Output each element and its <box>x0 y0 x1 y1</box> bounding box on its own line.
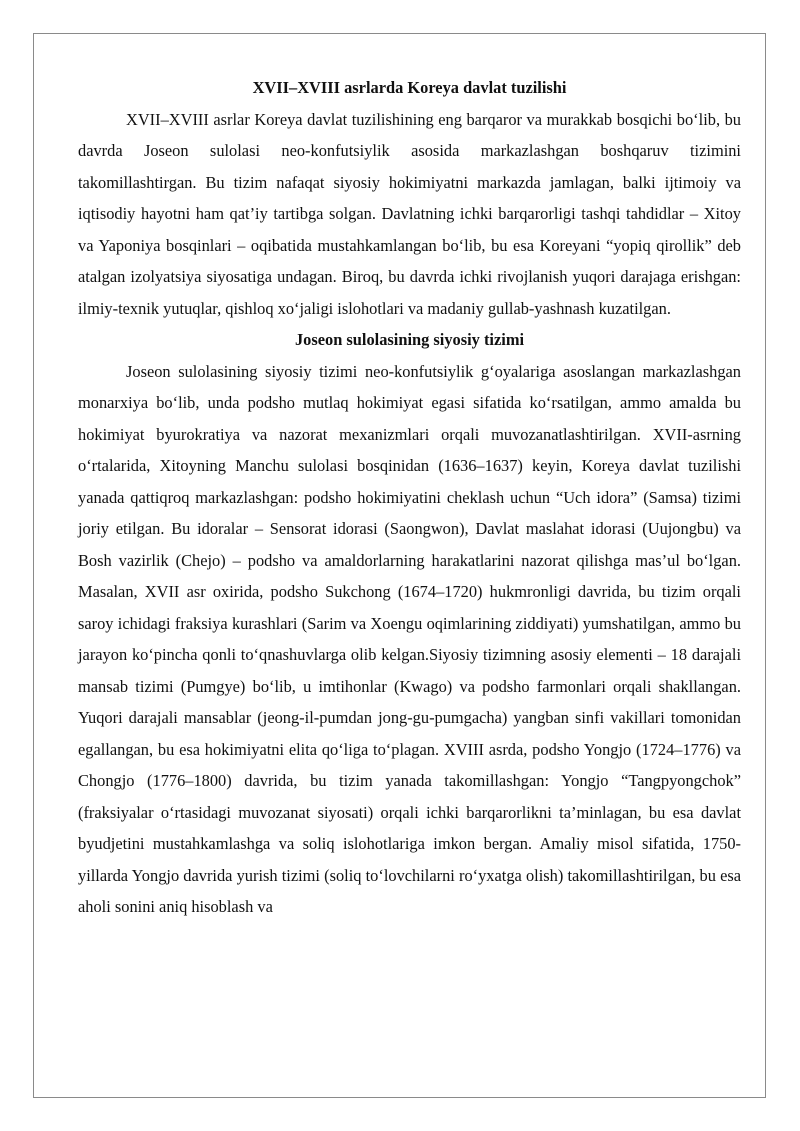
section-paragraph: Joseon sulolasining siyosiy tizimi neo-konfutsiylik g‘oyalariga asoslangan markazlashgan monarxiya bo‘lib, unda podsho mutlaq hokimiyat egasi sifatida ko‘rsatilgan, ammo amalda bu hokimiyat byurokratiya va nazorat mexanizmlari orqali muvozanatlashtirilgan. XVII-asrning o‘rtalarida, Xitoyning Manchu sulolasi bosqinidan (1636–1637) keyin, Koreya davlat tuzilishi yanada qattiqroq markazlashgan: podsho hokimiyatini cheklash uchun “Uch idora” (Samsa) tizimi joriy etilgan. Bu idoralar – Sensorat idorasi (Saongwon), Davlat maslahat idorasi (Uujongbu) va Bosh vazirlik (Chejo) – podsho va amaldorlarning harakatlarini nazorat qilishga mas’ul bo‘lgan. Masalan, XVII asr oxirida, podsho Sukchong (1674–1720) hukmronligi davrida, bu tizim orqali saroy ichidagi fraksiya kurashlari (Sarim va Xoengu oqimlarining ziddiyati) yumshatilgan, ammo bu jarayon ko‘pincha qonli to‘qnashuvlarga olib kelgan.Siyosiy tizimning asosiy elementi – 18 darajali mansab tizimi (Pumgye) bo‘lib, u imtihonlar (Kwago) va podsho farmonlari orqali shakllangan. Yuqori darajali mansablar (jeong-il-pumdan jong-gu-pumgacha) yangban sinfi vakillari tomonidan egallangan, bu esa hokimiyatni elita qo‘liga to‘plagan. XVIII asrda, podsho Yongjo (1724–1776) va Chongjo (1776–1800) davrida, bu tizim yanada takomillashgan: Yongjo “Tangpyongchok” (fraksiyalar o‘rtasidagi muvozanat siyosati) orqali ichki barqarorlikni ta’minlagan, bu esa davlat byudjetini mustahkamlashga va soliq islohotlariga imkon bergan. Amaliy misol sifatida, 1750-yillarda Yongjo davrida yurish tizimi (soliq to‘lovchilarni ro‘yxatga olish) takomillashtirilgan, bu esa aholi sonini aniq hisoblash va <box>78 361 741 916</box>
section-heading: Joseon sulolasining siyosiy tizimi <box>294 330 525 349</box>
document-body <box>78 72 741 923</box>
document-title: XVII–XVIII asrlarda Koreya davlat tuzilishi <box>252 78 567 97</box>
intro-paragraph: XVII–XVIII asrlar Koreya davlat tuzilishining eng barqaror va murakkab bosqichi bo‘lib, bu davrda Joseon sulolasi neo-konfutsiylik asosida markazlashgan boshqaruv tizimini takomillashtirgan. Bu tizim nafaqat siyosiy hokimiyatni markazda jamlagan, balki ijtimoiy va iqtisodiy hayotni ham qat’iy tartibga solgan. Davlatning ichki barqarorligi tashqi tahdidlar – Xitoy va Yaponiya bosqinlari – oqibatida mustahkamlangan bo‘lib, bu esa Koreyani “yopiq qirollik” deb atalgan izolyatsiya siyosatiga undagan. Biroq, bu davrda ichki rivojlanish yuqori darajaga erishgan: ilmiy-texnik yutuqlar, qishloq xo‘jaligi islohotlari va madaniy gullab-yashnash kuzatilgan. <box>78 109 741 318</box>
